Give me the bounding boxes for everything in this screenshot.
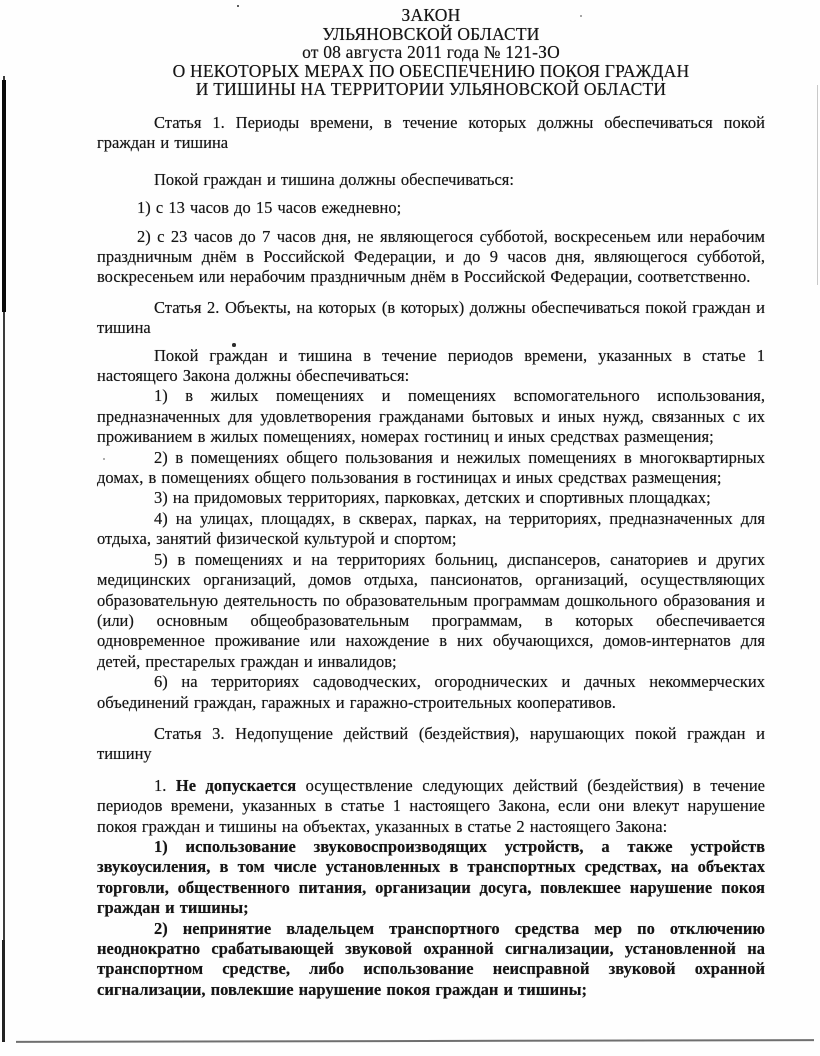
article-2-item-2: 2) в помещениях общего пользования и нежилых помещениях в многоквартирных домах, в помещениях общего пользования в гостиницах и иных средствах размещения;	[97, 447, 765, 488]
article-1-heading: Статья 1. Периоды времени, в течение которых должны обеспечиваться покой граждан и тишина	[97, 112, 765, 153]
article-3-paragraph-1	[97, 776, 765, 837]
article-2-intro: Покой граждан и тишина в течение периодов времени, указанных в статье 1 настоящего Закона должны обеспечиваться:	[97, 345, 765, 386]
bold-phrase: Не допускается	[175, 775, 297, 795]
article-2-item-3: 3) на придомовых территориях, парковках, детских и спортивных площадках;	[154, 488, 711, 508]
bottom-scan-line-artifact	[16, 1039, 814, 1042]
article-2-heading: Статья 2. Объекты, на которых (в которых) должны обеспечиваться покой граждан и тишина	[97, 297, 765, 338]
paragraph-text: осуществление следующих действий (бездействия) в течение периодов времени, указанных в статье 1 настоящего Закона, если они влекут нарушение покоя граждан и тишины на объектах, указанных в статье 2 настоящего Закона:	[97, 775, 765, 836]
paragraph-number: 1.	[154, 775, 176, 795]
article-3-item-1: 1) использование звуковоспроизводящих устройств, а также устройств звукоусиления, в том числе установленных в транспортных средствах, на объектах торговли, общественного питания, организации досуга, повлекшее нарушение покоя граждан и тишины;	[97, 836, 765, 918]
document-content	[97, 6, 765, 1000]
title-line-date-number: от 08 августа 2011 года № 121-ЗО	[302, 42, 560, 63]
title-line-subject-2: И ТИШИНЫ НА ТЕРРИТОРИИ УЛЬЯНОВСКОЙ ОБЛАСТИ	[195, 79, 667, 100]
article-1-item-2: 2) с 23 часов до 7 часов дня, не являющегося субботой, воскресеньем или нерабочим праздничным днём в Российской Федерации, и до 9 часов дня, являющегося субботой, воскресеньем или нерабочим праздничным днём в Российской Федерации, соответственно.	[97, 226, 765, 287]
article-2-item-5: 5) в помещениях и на территориях больниц, диспансеров, санаториев и других медицинских организаций, домов отдыха, пансионатов, организаций, осуществляющих образовательную деятельность по образовательным программам дошкольного образования и (или) основным общеобразовательным программам, в которых обеспечивается одновременное проживание или нахождение в них обучающихся, домов-интернатов для детей, престарелых граждан и инвалидов;	[97, 549, 765, 671]
document-title	[97, 6, 765, 99]
left-scan-edge-artifact-thick	[2, 80, 6, 312]
title-line-law: ЗАКОН	[401, 5, 461, 25]
article-2-item-6: 6) на территориях садоводческих, огороднических и дачных некоммерческих объединений граждан, гаражных и гаражно-строительных кооперативов.	[97, 672, 765, 712]
right-scan-edge-artifact	[817, 85, 818, 285]
title-line-region: УЛЬЯНОВСКОЙ ОБЛАСТИ	[322, 23, 540, 44]
title-line-subject-1: О НЕКОТОРЫХ МЕРАХ ПО ОБЕСПЕЧЕНИЮ ПОКОЯ ГРАЖДАН	[172, 60, 690, 81]
article-3-heading: Статья 3. Недопущение действий (бездействия), нарушающих покой граждан и тишину	[97, 723, 765, 764]
article-3-item-2: 2) непринятие владельцем транспортного средства мер по отключению неоднократно срабатывающей звуковой охранной сигнализации, установленной на транспортном средстве, либо использование неисправной звуковой охранной сигнализации, повлекшие нарушение покоя граждан и тишины;	[97, 918, 765, 999]
article-2-item-1: 1) в жилых помещениях и помещениях вспомогательного использования, предназначенных для удовлетворения гражданами бытовых и иных нужд, связанных с их проживанием в жилых помещениях, номерах гостиниц и иных средствах размещения;	[97, 386, 765, 447]
left-scan-edge-artifact-lower	[2, 940, 5, 1042]
article-2-item-4: 4) на улицах, площадях, в скверах, парках, на территориях, предназначенных для отдыха, занятий физической культурой и спортом;	[97, 508, 765, 549]
article-1-item-1: 1) с 13 часов до 15 часов ежедневно;	[137, 198, 402, 218]
article-1-intro: Покой граждан и тишина должны обеспечиваться:	[154, 169, 514, 189]
